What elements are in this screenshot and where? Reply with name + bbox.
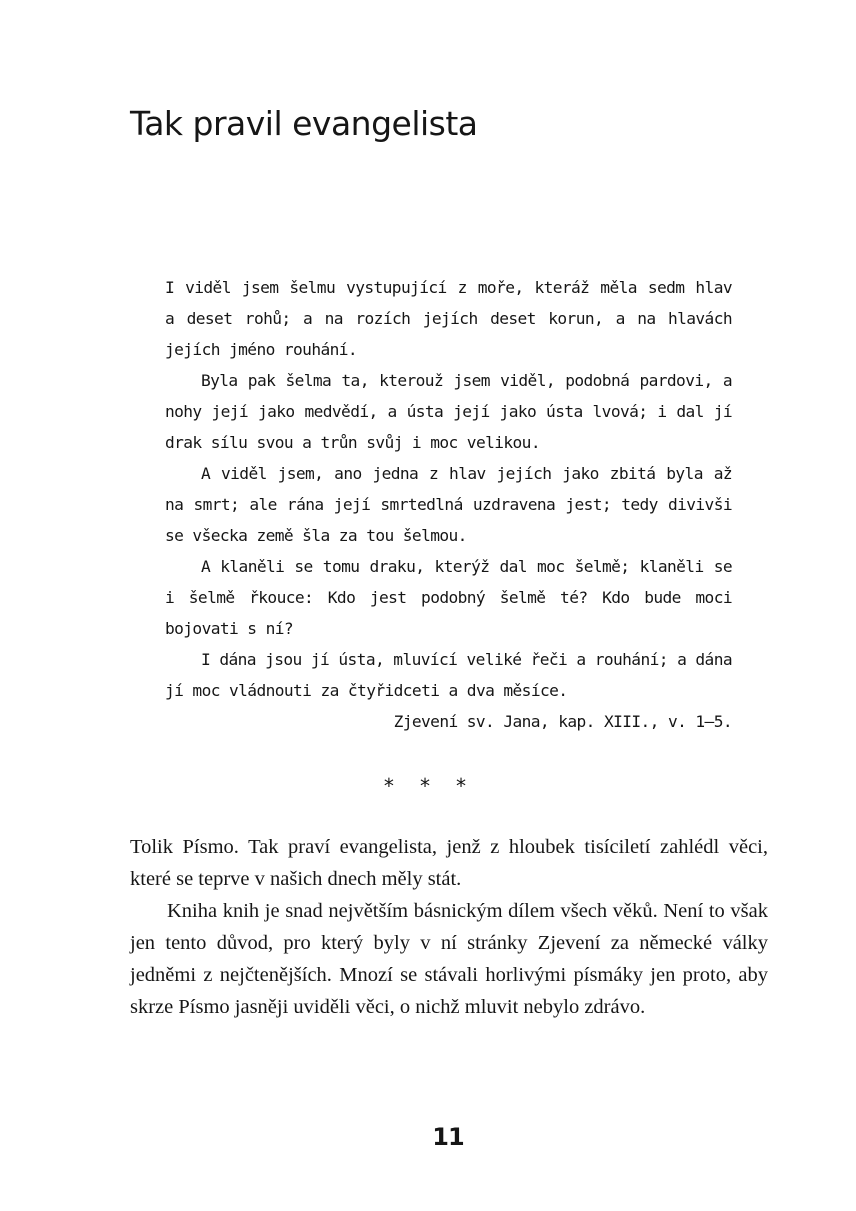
epigraph-paragraph: I dána jsou jí ústa, mluvící veliké řeči a rouhání; a dána jí moc vládnouti za čtyřidceti a dva měsíce. (165, 650, 732, 700)
epigraph-paragraph: A klaněli se tomu draku, kterýž dal moc šelmě; klaněli se i šelmě řkouce: Kdo jest podobný šelmě té? Kdo bude moci bojovati s ní? (165, 557, 732, 638)
chapter-title: Tak pravil evangelista (130, 104, 478, 143)
epigraph-paragraph: Byla pak šelma ta, kterouž jsem viděl, podobná pardovi, a nohy její jako medvědí, a ústa její jako ústa lvová; i dal jí drak sílu svou a trůn svůj i moc velikou. (165, 371, 732, 452)
epigraph-paragraph: I viděl jsem šelmu vystupující z moře, kteráž měla sedm hlav a deset rohů; a na rozích jejích deset korun, a na hlavách jejích jméno rouhání. (165, 278, 732, 359)
body-paragraph: Tolik Písmo. Tak praví evangelista, jenž z hloubek tisíciletí zahlédl věci, které se teprve v našich dnech měly stát. (130, 836, 768, 890)
body-text (130, 831, 768, 1023)
epigraph-source: Zjevení sv. Jana, kap. XIII., v. 1–5. (393, 712, 732, 731)
page-number: 11 (432, 1123, 464, 1151)
epigraph-paragraph: A viděl jsem, ano jedna z hlav jejích jako zbitá byla až na smrt; ale rána její smrtedlná uzdravena jest; tedy divivši se všecka země šla za tou šelmou. (165, 464, 732, 545)
section-separator: * * * (382, 774, 474, 798)
epigraph (165, 272, 732, 737)
body-paragraph: Kniha knih je snad největším básnickým dílem všech věků. Není to však jen tento důvod, pro který byly v ní stránky Zjevení za německé války jedněmi z nejčtenějších. Mnozí se stávali horlivými písmáky jen proto, aby skrze Písmo jasněji uviděli věci, o nichž mluvit nebylo zdrávo. (130, 900, 768, 1018)
